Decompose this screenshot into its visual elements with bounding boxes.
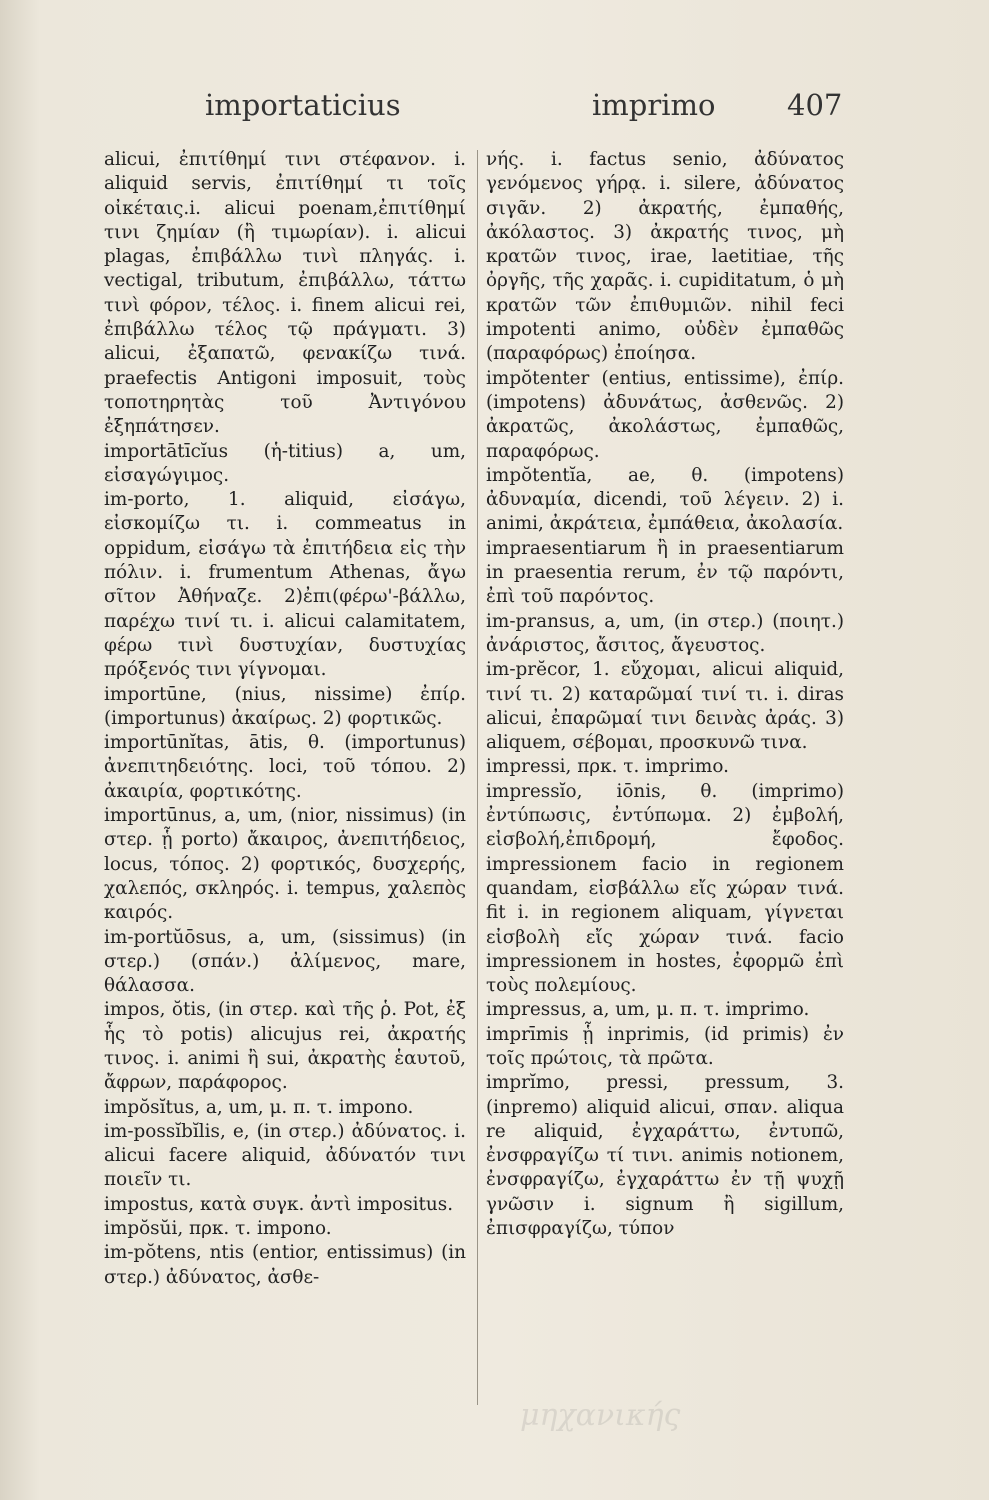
entry: impressi, πρκ. τ. imprimo. xyxy=(486,756,729,778)
entry: impostus, κατὰ συγκ. ἀντὶ impositus. xyxy=(104,1193,454,1215)
watermark: μηχανικής xyxy=(520,1398,681,1433)
entry: νής. i. factus senio, ἀδύνατος γενόμενος γήρᾳ. i. silere, ἀδύνατος σιγᾶν. 2) ἀκρατής, ἐμπαθής, ἀκόλαστος. 3) ἀκρατής τινος, μὴ κρατῶν τινος, irae, laetitiae, τῆς ὀργῆς, τῆς χαρᾶς. i. cupiditatum, ὁ μὴ κρατῶν τῶν ἐπιθυμιῶν. nihil feci impotenti animo, οὐδὲν ἐμπαθῶς (παραφόρως) ἐποίησα. xyxy=(486,149,844,365)
entry: impressus, a, um, μ. π. τ. imprimo. xyxy=(486,999,810,1021)
right-column xyxy=(486,148,844,1241)
entry: importātīcĭus (ἡ-titius) a, um, εἰσαγώγιμος. xyxy=(104,440,466,486)
entry: im-portŭōsus, a, um, (sissimus) (in στερ.) (σπάν.) ἀλίμενος, mare, θάλασσα. xyxy=(104,926,466,997)
right-guide-word: imprimo xyxy=(592,88,716,122)
entry: im-pransus, a, um, (in στερ.) (ποιητ.) ἀνάριστος, ἄσιτος, ἄγευστος. xyxy=(486,610,844,656)
entry: impŏtenter (entius, entissime), ἐπίρ. (impotens) ἀδυνάτως, ἀσθενῶς. 2) ἀκρατῶς, ἀκολάστως, ἐμπαθῶς, παραφόρως. xyxy=(486,367,844,462)
page-header xyxy=(0,88,989,138)
entry: imprĭmo, pressi, pressum, 3. (inpremo) aliquid alicui, σπαν. aliqua re aliquid, ἐγχαράττω, ἐντυπῶ, ἐνσφραγίζω τί τινι. animis notionem, ἐνσφραγίζω, ἐγχαράττω ἐν τῇ ψυχῇ γνῶσιν i. signum ἢ sigillum, ἐπισφραγίζω, τύπον xyxy=(486,1072,844,1240)
entry: importūnus, a, um, (nior, nissimus) (in στερ. ᾗ porto) ἄκαιρος, ἀνεπιτήδειος, locus, τόπος. 2) φορτικός, δυσχερής, χαλεπός, σκληρός. i. tempus, χαλεπὸς καιρός. xyxy=(104,805,466,924)
column-divider xyxy=(477,150,478,1405)
entry: im-pŏtens, ntis (entior, entissimus) (in στερ.) ἀδύνατος, ἀσθε- xyxy=(104,1242,466,1288)
entry: alicui, ἐπιτίθημί τινι στέφανον. i. aliquid servis, ἐπιτίθημί τι τοῖς οἰκέταις.i. alicui poenam,ἐπιτίθημί τινι ζημίαν (ἢ τιμωρίαν). i. alicui plagas, ἐπιβάλλω τινὶ πληγάς. i. vectigal, tributum, ἐπιβάλλω, τάττω τινὶ φόρον, τέλος. i. finem alicui rei, ἐπιβάλλω τέλος τῷ πράγματι. 3) alicui, ἐξαπατῶ, φενακίζω τινά. praefectis Antigoni imposuit, τοὺς τοποτηρητὰς τοῦ Ἀντιγόνου ἐξηπάτησεν. xyxy=(104,149,466,438)
entry: imprīmis ᾗ inprimis, (id primis) ἐν τοῖς πρώτοις, τὰ πρῶτα. xyxy=(486,1023,844,1069)
entry: impressĭo, iōnis, θ. (imprimo) ἐντύπωσις, ἐντύπωμα. 2) ἐμβολή, εἰσβολή,ἐπιδρομή, ἔφοδος. impressionem facio in regionem quandam, εἰσβάλλω εἴς χώραν τινά. fit i. in regionem aliquam, γίγνεται εἰσβολὴ εἴς χώραν τινά. facio impressionem in hostes, ἐφορμῶ ἐπὶ τοὺς πολεμίους. xyxy=(486,780,844,997)
left-column xyxy=(104,148,466,1290)
page-number: 407 xyxy=(787,88,843,122)
entry: importūne, (nius, nissime) ἐπίρ. (importunus) ἀκαίρως. 2) φορτικῶς. xyxy=(104,683,466,729)
left-guide-word: importaticius xyxy=(205,88,401,122)
entry: importūnĭtas, ātis, θ. (importunus) ἀνεπιτηδειότης. loci, τοῦ τόπου. 2) ἀκαιρία, φορτικότης. xyxy=(104,732,466,802)
entry: im-porto, 1. aliquid, εἰσάγω, εἰσκομίζω τι. i. commeatus in oppidum, εἰσάγω τὰ ἐπιτήδεια εἰς τὴν πόλιν. i. frumentum Athenas, ἄγω σῖτον Ἀθήναζε. 2)ἐπι(φέρω'-βάλλω, παρέχω τινί τι. i. alicui calamitatem, φέρω τινὶ δυστυχίαν, δυστυχίας πρόξενός τινι γίγνομαι. xyxy=(104,489,466,681)
entry: impŏtentĭa, ae, θ. (impotens) ἀδυναμία, dicendi, τοῦ λέγειν. 2) i. animi, ἀκράτεια, ἐμπάθεια, ἀκολασία. xyxy=(486,464,844,535)
entry: impraesentiarum ἢ in praesentiarum in praesentia rerum, ἐν τῷ παρόντι, ἐπὶ τοῦ παρόντος. xyxy=(486,537,844,608)
entry: impŏsĭtus, a, um, μ. π. τ. impono. xyxy=(104,1096,414,1118)
entry: im-possĭbĭlis, e, (in στερ.) ἀδύνατος. i. alicui facere aliquid, ἀδύνατόν τινι ποιεῖν τι. xyxy=(104,1120,466,1191)
entry: impos, ŏtis, (in στερ. καὶ τῆς ῥ. Pot, ἐξ ἧς τὸ potis) alicujus rei, ἀκρατής τινος. i. animi ἢ sui, ἀκρατὴς ἑαυτοῦ, ἄφρων, παράφορος. xyxy=(104,999,466,1094)
entry: im-prĕcor, 1. εὔχομαι, alicui aliquid, τινί τι. 2) καταρῶμαί τινί τι. i. diras alicui, ἐπαρῶμαί τινι δεινὰς ἀράς. 3) aliquem, σέβομαι, προσκυνῶ τινα. xyxy=(486,659,844,754)
entry: impŏsŭi, πρκ. τ. impono. xyxy=(104,1218,332,1240)
